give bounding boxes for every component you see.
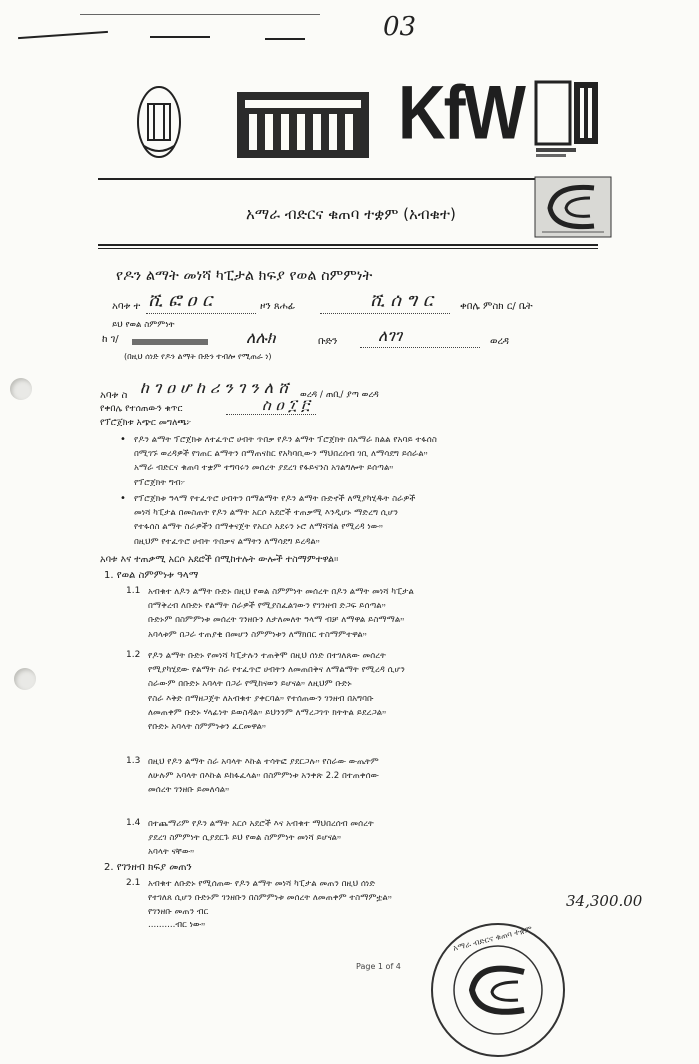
punch-hole [10, 378, 32, 400]
emblem-logo-left [136, 84, 182, 160]
organization-title: አማራ ብድርና ቁጠባ ተቋም (አብቁተ) [246, 205, 456, 223]
field-label: ቀበሌ ምስክ ር/ ቤት [460, 301, 533, 312]
kfw-logo: KfW [398, 69, 524, 155]
acsi-logo [534, 176, 612, 238]
section-heading: 1. የወል ስምምነቱ ዓላማ [104, 570, 199, 581]
clause-number: 1.1 [126, 586, 141, 596]
clause-paragraph: የዶን ልማት ቡድኑ የመነሻ ካፒታሉን ተጠቅሞ በዚህ ሰነድ በተገለጸው መሰረት የሚያካሂደው የልማት ስራ የተፈጥሮ ሀብትን ለመጠበቅና ለማልማት የሚረዳ ሲሆን ስራውም በቡድኑ አባላት በጋራ የሚከናወን ይሆናል። ለዚህም ቡድኑ የስራ እቅድ በማዘጋጀት ለአብቁተ ያቀርባል። የተሰጠውን ገንዘብ በአግባቡ ለመጠቀም ቡድኑ ሃላፊነት ይወስዳል። ይህንንም ለማረጋገጥ ክትትል ይደረጋል። የቡድኑ አባላት ስምምነቱን ፈርመዋል። [148, 651, 405, 733]
transition-text: አባቱ እና ተጠቃሚ አርሶ አደሮች በሚከተሉት ውሎች ተስማምተዋል። [100, 554, 339, 565]
field-label: ከ ገ/ [102, 334, 119, 345]
field-label: ወረዳ / ጠቢ/ ያጣ ወረዳ [300, 390, 379, 400]
clause-paragraph: በተጨማሪም የዶን ልማት አርሶ አደሮች እና አብቁተ ማህበረሰብ መሰረት ያደረገ ስምምነት ሲያደርጉ ይህ የወል ስምምነት መነሻ ይሆናል። አባላት ናቸው። [148, 819, 374, 858]
handwritten-field-value: ሺ ሰ ግ ር [370, 290, 433, 311]
clause-paragraph: አብቁተ ለቡድኑ የሚሰጠው የዶን ልማት መነሻ ካፒታል መጠን በዚህ ሰነድ የተገለጸ ሲሆን ቡድኑም ገንዘቡን በስምምነቱ መሰረት ለመጠቀም ተስማምቷል። የገንዘቡ መጠን ብር [148, 879, 392, 918]
clause-paragraph: በዚህ የዶን ልማት ስራ አባላት እኩል ተሳትፎ ያደርጋሉ። የስራው ውጤትም ለሁሉም አባላት በእኩል ይከፋፈላል። በስምምነቱ አንቀጽ 2.2 በተጠቀሰው መሰረት ገንዘቡ ይመለሳል። [148, 757, 379, 796]
building-logo [235, 90, 371, 160]
handwritten-page-number: 03 [383, 12, 417, 42]
bullet-marker: • [120, 434, 126, 445]
field-label: የቀበሌ የተሰጠውን ቁጥር [100, 404, 183, 414]
header-divider-bottom [98, 244, 598, 246]
handwritten-field-value: ሺ ፎ ዐ ር [148, 290, 213, 311]
bullet-paragraph: የዶን ልማት ፕሮጀክቱ ለተፈጥሮ ሀብት ጥበቃ የዶን ልማት ፕሮጀክት በአማራ ክልል የአባይ ተፋሰስ በሚገኙ ወረዳዎች የገጠር ልማትን በማጠናከር የአካባቢውን ማህበረሰብ ገቢ ለማሳደግ ይሰራል። አማራ ብድርና ቁጠባ ተቋም ተግባሩን መሰረት ያደረገ የፋይናንስ አገልግሎት ይሰጣል። የፕሮጀክት ግብ፦ [134, 435, 437, 488]
scribble-out [132, 339, 208, 345]
top-scribble-line [80, 14, 320, 15]
header-divider [98, 178, 598, 180]
top-scribble-line [18, 31, 108, 39]
amount-trailing-text: ..........ብር ነው። [148, 920, 206, 930]
section-label: የፕሮጀክቱ አጭር መግለጫ፦ [100, 418, 192, 428]
clause-number: 1.2 [126, 650, 141, 660]
top-scribble-line [265, 38, 305, 40]
punch-hole [14, 668, 36, 690]
field-label: ወረዳ [490, 336, 509, 347]
clause-number: 1.3 [126, 756, 141, 766]
stamp-text: አማራ ብድርና ቁጠባ ተቋም [451, 924, 534, 953]
field-label: ቡድን [318, 336, 338, 347]
clause-paragraph: አብቁተ ለዶን ልማት ቡድኑ በዚህ የወል ስምምነት መሰረት በዶን ልማት መነሻ ካፒታል በማቅረብ ለቡድኑ የልማት ስራዎች የሚያስፈልገውን የገንዘብ ድጋፍ ይሰጣል። ቡድኑም በስምምነቱ መሰረት ገንዘቡን ለታለመለት ዓላማ ብቻ ለማዋል ይስማማል። አባላቱም በጋራ ተጠያቂ በመሆን ስምምነቱን ለማክበር ተስማምተዋል። [148, 587, 414, 640]
clause-number: 1.4 [126, 818, 141, 828]
top-scribble-line [150, 36, 210, 38]
handwritten-field-value: ለሉክ [246, 328, 276, 347]
page-footer-label: Page 1 of 4 [356, 962, 401, 971]
field-label: ይህ የወል ስምምነት [112, 320, 175, 330]
bullet-marker: • [120, 493, 126, 504]
field-label: አባቱ ተ [112, 301, 141, 312]
handwritten-field-value: ከ ገ ዐ ሆ ከ ሪ ን ገ ን ለ ሸ [140, 378, 289, 397]
handwritten-amount: 34,300.00 [566, 892, 643, 910]
handwritten-field-value: ለገገ [378, 326, 403, 345]
fill-line [226, 414, 316, 415]
fill-line [360, 347, 480, 348]
bullet-paragraph: የፕሮጀክቱ ዓላማ የተፈጥሮ ሀብትን በማልማት የዶን ልማት ቡድኖች ለሚያካሂዱት ስራዎች መነሻ ካፒታል በመስጠት የዶን ልማት አርሶ አደሮች ተጠቃሚ እንዲሆኑ ማድረግ ሲሆን የተፋሰስ ልማት ስራዎችን በማቀናጀት የአርሶ አደሩን ኑሮ ለማሻሻል የሚረዳ ነው። በዚህም የተፈጥሮ ሀብት ጥበቃና ልማትን ለማሳደግ ይረዳል። [134, 494, 416, 547]
field-note: (በዚህ ሰነድ የዶን ልማት ቡድን ተብሎ የሚጠራ ነ) [124, 352, 272, 361]
field-label: ዞን ጸሐፊ [260, 301, 296, 312]
header-divider-bottom [98, 248, 598, 249]
field-label: አባቱ ስ [100, 390, 128, 401]
fill-line [320, 313, 450, 314]
partner-logo-right [530, 74, 602, 160]
clause-number: 2.1 [126, 878, 141, 888]
fill-line [146, 313, 256, 314]
handwritten-field-value: ስ ዐ ፲ ፫ [262, 396, 310, 414]
form-title: የዶን ልማት መነሻ ካፒታል ክፍያ የወል ስምምነት [116, 268, 373, 284]
section-heading: 2. የገንዘብ ክፍያ መጠን [104, 862, 192, 873]
